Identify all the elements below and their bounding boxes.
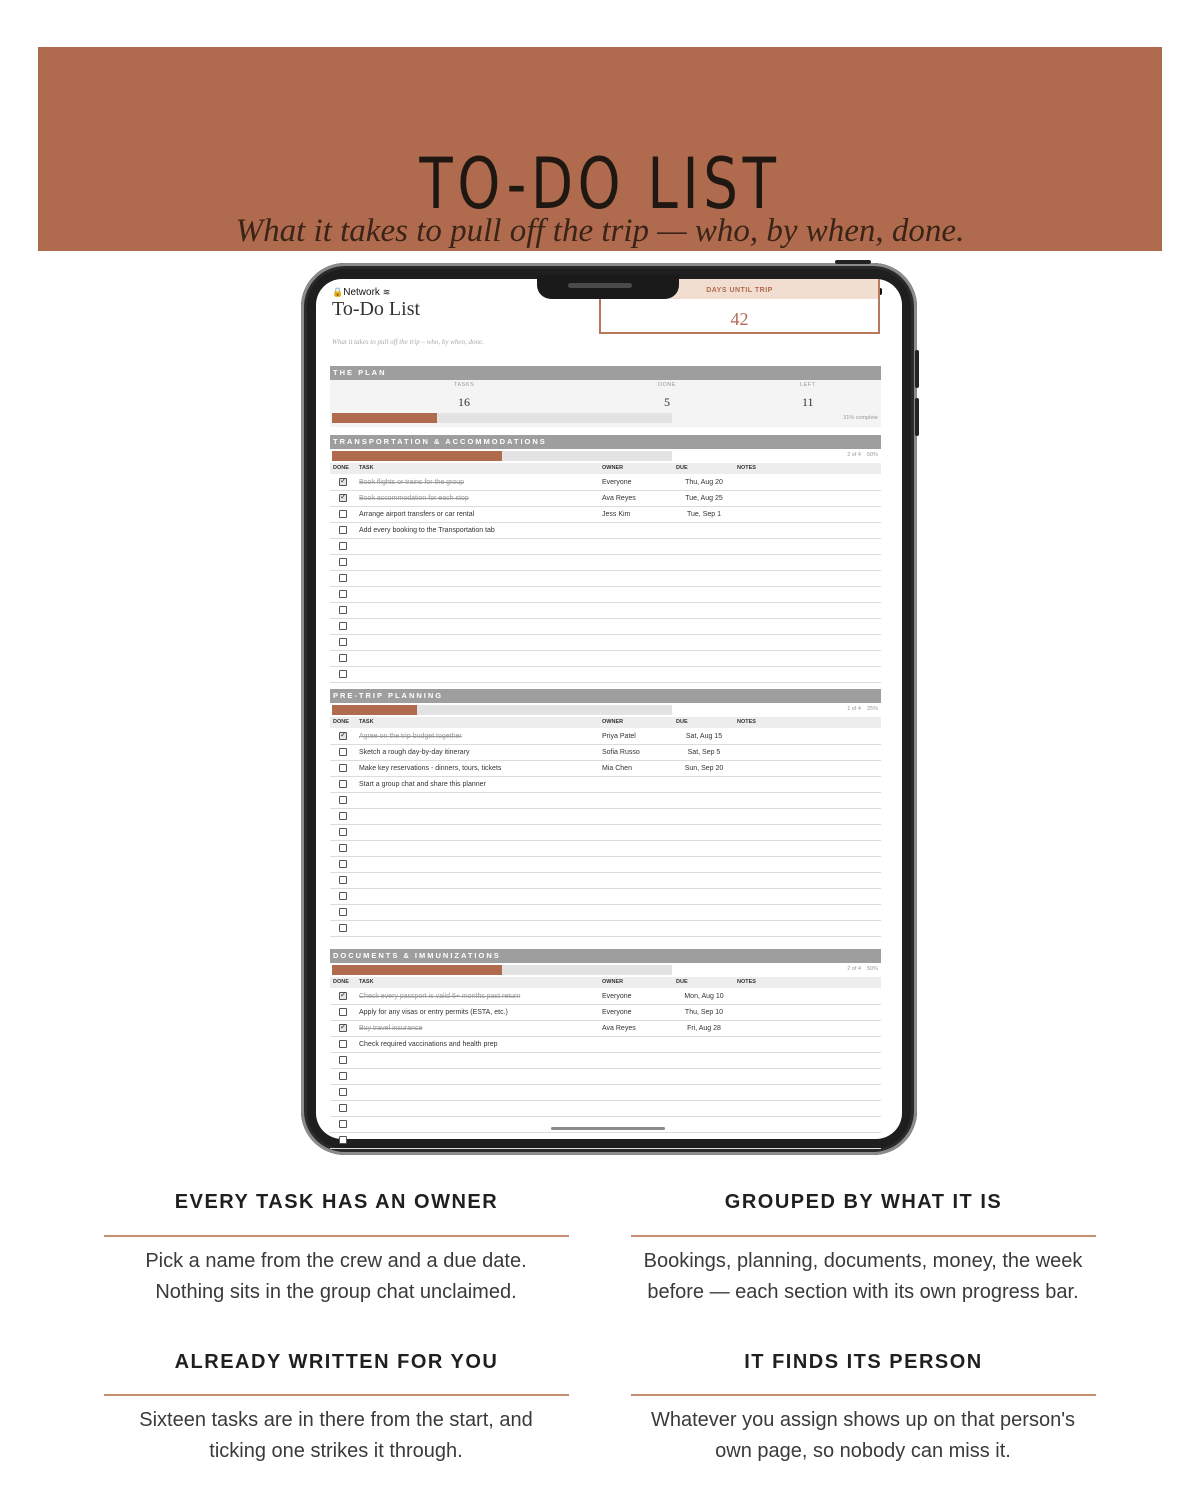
task-text[interactable]: Book flights or trains for the group — [359, 479, 465, 486]
task-done-checkbox[interactable] — [339, 1008, 347, 1016]
task-text[interactable]: Check required vaccinations and health prep — [359, 1041, 498, 1048]
feature-body-line: Nothing sits in the group chat unclaimed. — [155, 1281, 517, 1303]
task-owner[interactable]: Ava Reyes — [602, 495, 636, 502]
task-done-checkbox[interactable] — [339, 542, 347, 550]
feature-body — [618, 1246, 1108, 1308]
table-row — [330, 1021, 881, 1037]
column-header-done: DONE — [333, 719, 349, 725]
table-row — [330, 761, 881, 777]
table-row — [330, 1037, 881, 1053]
feature-divider — [104, 1235, 569, 1237]
feature-body — [91, 1246, 581, 1308]
column-header-owner: OWNER — [602, 979, 624, 985]
task-done-checkbox[interactable] — [339, 812, 347, 820]
task-text[interactable]: Start a group chat and share this planner — [359, 781, 486, 788]
empty-task-row — [330, 571, 881, 587]
task-due-date[interactable]: Thu, Sep 10 — [684, 1009, 724, 1016]
network-status — [332, 287, 390, 298]
task-done-checkbox[interactable] — [339, 1088, 347, 1096]
plan-progress-fill — [332, 413, 437, 423]
task-owner[interactable]: Everyone — [602, 479, 632, 486]
page-subtitle: What it takes to pull off the trip – who, by when, done. — [332, 338, 484, 346]
empty-task-row — [330, 667, 881, 683]
section-progress-fill — [332, 965, 502, 975]
feature-grouped — [631, 1191, 1096, 1214]
section-count: 2 of 4 — [847, 966, 861, 972]
task-due-date[interactable]: Thu, Aug 20 — [685, 479, 723, 486]
column-header-done: DONE — [333, 465, 349, 471]
task-done-checkbox[interactable] — [339, 670, 347, 678]
column-header-notes: NOTES — [737, 979, 756, 985]
banner-title: TO-DO LIST — [419, 143, 781, 225]
table-header — [330, 463, 881, 474]
column-header-task: TASK — [359, 465, 374, 471]
empty-task-row — [330, 651, 881, 667]
empty-task-row — [330, 905, 881, 921]
feature-body-line: Whatever you assign shows up on that person's — [650, 1409, 1076, 1431]
days-until-trip-value: 42 — [730, 309, 749, 329]
section-progress-bar — [332, 705, 672, 715]
feature-finds-person — [631, 1351, 1096, 1374]
task-done-checkbox[interactable] — [339, 1056, 347, 1064]
task-done-checkbox[interactable] — [339, 526, 347, 534]
task-done-checkbox[interactable] — [339, 892, 347, 900]
task-done-checkbox[interactable] — [339, 924, 347, 932]
task-done-checkbox[interactable] — [339, 574, 347, 582]
task-done-checkbox[interactable] — [339, 748, 347, 756]
section-progress-bar — [332, 451, 672, 461]
task-done-checkbox[interactable] — [339, 638, 347, 646]
section-progress-count — [790, 706, 878, 712]
empty-task-row — [330, 793, 881, 809]
table-row — [330, 745, 881, 761]
section-count: 1 of 4 — [847, 706, 861, 712]
tablet-top-button — [835, 260, 871, 264]
feature-body-line: ticking one strikes it through. — [209, 1440, 463, 1462]
task-owner[interactable]: Sofia Russo — [602, 749, 640, 756]
task-done-checkbox[interactable] — [339, 876, 347, 884]
home-indicator — [551, 1127, 665, 1130]
banner-subtitle: What it takes to pull off the trip — who, by when, done. — [235, 213, 965, 249]
wifi-icon: ≋ — [382, 287, 391, 297]
task-text[interactable]: Make key reservations - dinners, tours, tickets — [359, 765, 502, 772]
task-text[interactable]: Arrange airport transfers or car rental — [359, 511, 475, 518]
task-done-checkbox[interactable] — [339, 992, 347, 1000]
task-owner[interactable]: Everyone — [602, 993, 632, 1000]
task-done-checkbox[interactable] — [339, 590, 347, 598]
empty-task-row — [330, 1053, 881, 1069]
task-done-checkbox[interactable] — [339, 764, 347, 772]
task-done-checkbox[interactable] — [339, 1072, 347, 1080]
task-done-checkbox[interactable] — [339, 780, 347, 788]
task-done-checkbox[interactable] — [339, 732, 347, 740]
task-done-checkbox[interactable] — [339, 478, 347, 486]
task-done-checkbox[interactable] — [339, 606, 347, 614]
section-percent: 25% — [866, 706, 878, 712]
section-progress-fill — [332, 705, 417, 715]
task-text[interactable]: Book accommodation for each stop — [359, 495, 469, 502]
section-progress-fill — [332, 451, 502, 461]
task-text[interactable]: Check every passport is valid 6+ months past return — [359, 993, 521, 1000]
plan-progress-bar — [332, 413, 672, 423]
task-done-checkbox[interactable] — [339, 844, 347, 852]
hero-banner — [38, 47, 1162, 251]
done-count: 5 — [664, 395, 670, 409]
feature-title: ALREADY WRITTEN FOR YOU — [174, 1351, 499, 1373]
empty-task-row — [330, 841, 881, 857]
feature-divider — [631, 1394, 1096, 1396]
days-until-trip-label: DAYS UNTIL TRIP — [601, 279, 878, 299]
table-row — [330, 507, 881, 523]
feature-divider — [631, 1235, 1096, 1237]
table-header — [330, 977, 881, 988]
done-label: DONE — [658, 382, 676, 388]
lock-icon: 🔒 — [332, 287, 344, 297]
feature-divider — [104, 1394, 569, 1396]
empty-task-row — [330, 1117, 881, 1133]
task-due-date[interactable]: Sun, Sep 20 — [684, 765, 724, 772]
section-heading: TRANSPORTATION & ACCOMMODATIONS — [330, 435, 881, 449]
task-done-checkbox[interactable] — [339, 1040, 347, 1048]
column-header-notes: NOTES — [737, 719, 756, 725]
column-header-owner: OWNER — [602, 719, 624, 725]
plan-complete-text: 31% complete — [843, 415, 878, 421]
table-header — [330, 717, 881, 728]
table-row — [330, 491, 881, 507]
section-heading: PRE-TRIP PLANNING — [330, 689, 881, 703]
plan-summary — [330, 380, 881, 427]
feature-prewritten — [104, 1351, 569, 1374]
empty-task-row — [330, 587, 881, 603]
empty-task-row — [330, 619, 881, 635]
table-row — [330, 989, 881, 1005]
task-due-date[interactable]: Sat, Aug 15 — [685, 733, 723, 740]
empty-task-row — [330, 809, 881, 825]
task-done-checkbox[interactable] — [339, 1104, 347, 1112]
empty-task-row — [330, 921, 881, 937]
section-progress-bar — [332, 965, 672, 975]
task-due-date[interactable]: Sat, Sep 5 — [687, 749, 721, 756]
empty-task-row — [330, 873, 881, 889]
task-due-date[interactable]: Tue, Aug 25 — [685, 495, 723, 502]
feature-title: IT FINDS ITS PERSON — [744, 1351, 983, 1373]
task-done-checkbox[interactable] — [339, 510, 347, 518]
task-due-date[interactable]: Tue, Sep 1 — [687, 511, 721, 518]
task-done-checkbox[interactable] — [339, 828, 347, 836]
task-done-checkbox[interactable] — [339, 558, 347, 566]
column-header-owner: OWNER — [602, 465, 624, 471]
task-done-checkbox[interactable] — [339, 494, 347, 502]
task-text[interactable]: Agree on the trip budget together — [359, 733, 462, 740]
task-text[interactable]: Apply for any visas or entry permits (ESTA, etc.) — [359, 1009, 508, 1016]
task-due-date[interactable]: Mon, Aug 10 — [684, 993, 724, 1000]
column-header-due: DUE — [676, 979, 688, 985]
section-progress-count — [790, 966, 878, 972]
empty-task-row — [330, 539, 881, 555]
empty-task-row — [330, 825, 881, 841]
empty-task-row — [330, 555, 881, 571]
table-row — [330, 475, 881, 491]
page-title: To-Do List — [332, 298, 421, 320]
left-count: 11 — [802, 395, 814, 409]
column-header-notes: NOTES — [737, 465, 756, 471]
feature-body-line: Bookings, planning, documents, money, the week — [643, 1250, 1083, 1272]
table-row — [330, 729, 881, 745]
empty-task-row — [330, 1101, 881, 1117]
task-owner[interactable]: Priya Patel — [602, 733, 636, 740]
table-row — [330, 523, 881, 539]
task-owner[interactable]: Ava Reyes — [602, 1025, 636, 1032]
empty-task-row — [330, 635, 881, 651]
task-done-checkbox[interactable] — [339, 622, 347, 630]
tasks-count: 16 — [458, 395, 470, 409]
task-done-checkbox[interactable] — [339, 796, 347, 804]
task-done-checkbox[interactable] — [339, 654, 347, 662]
column-header-due: DUE — [676, 719, 688, 725]
plan-heading: THE PLAN — [330, 366, 881, 380]
left-label: LEFT — [800, 382, 816, 388]
tablet-volume-down-button — [915, 398, 919, 436]
feature-body-line: Sixteen tasks are in there from the start, and — [139, 1409, 533, 1431]
feature-body-line: before — each section with its own progress bar. — [647, 1281, 1079, 1303]
section-heading: DOCUMENTS & IMMUNIZATIONS — [330, 949, 881, 963]
feature-title: GROUPED BY WHAT IT IS — [724, 1191, 1003, 1213]
task-done-checkbox[interactable] — [339, 1024, 347, 1032]
feature-body-line: own page, so nobody can miss it. — [715, 1440, 1011, 1462]
task-owner[interactable]: Everyone — [602, 1009, 632, 1016]
feature-body — [618, 1405, 1108, 1467]
task-text[interactable]: Buy travel insurance — [359, 1025, 423, 1032]
network-label: Network — [343, 287, 380, 298]
empty-task-row — [330, 1069, 881, 1085]
task-due-date[interactable]: Fri, Aug 28 — [687, 1025, 721, 1032]
task-done-checkbox[interactable] — [339, 860, 347, 868]
section-percent: 50% — [866, 452, 878, 458]
table-row — [330, 1005, 881, 1021]
feature-title: EVERY TASK HAS AN OWNER — [174, 1191, 499, 1213]
speaker-grille — [568, 283, 632, 288]
task-done-checkbox[interactable] — [339, 1120, 347, 1128]
column-header-due: DUE — [676, 465, 688, 471]
section-count: 2 of 4 — [847, 452, 861, 458]
empty-task-row — [330, 1133, 881, 1149]
empty-task-row — [330, 603, 881, 619]
table-row — [330, 777, 881, 793]
feature-body — [91, 1405, 581, 1467]
task-owner[interactable]: Mia Chen — [602, 765, 632, 772]
tasks-label: TASKS — [454, 382, 475, 388]
section-progress-count — [790, 452, 878, 458]
column-header-done: DONE — [333, 979, 349, 985]
section-percent: 50% — [866, 966, 878, 972]
column-header-task: TASK — [359, 979, 374, 985]
task-text[interactable]: Sketch a rough day-by-day itinerary — [359, 749, 470, 756]
tablet-volume-up-button — [915, 350, 919, 388]
task-text[interactable]: Add every booking to the Transportation tab — [359, 527, 495, 534]
task-done-checkbox[interactable] — [339, 908, 347, 916]
empty-task-row — [330, 857, 881, 873]
feature-owner — [104, 1191, 569, 1214]
empty-task-row — [330, 889, 881, 905]
empty-task-row — [330, 1085, 881, 1101]
column-header-task: TASK — [359, 719, 374, 725]
task-done-checkbox[interactable] — [339, 1136, 347, 1144]
task-owner[interactable]: Jess Kim — [602, 511, 631, 518]
feature-body-line: Pick a name from the crew and a due date. — [145, 1250, 527, 1272]
